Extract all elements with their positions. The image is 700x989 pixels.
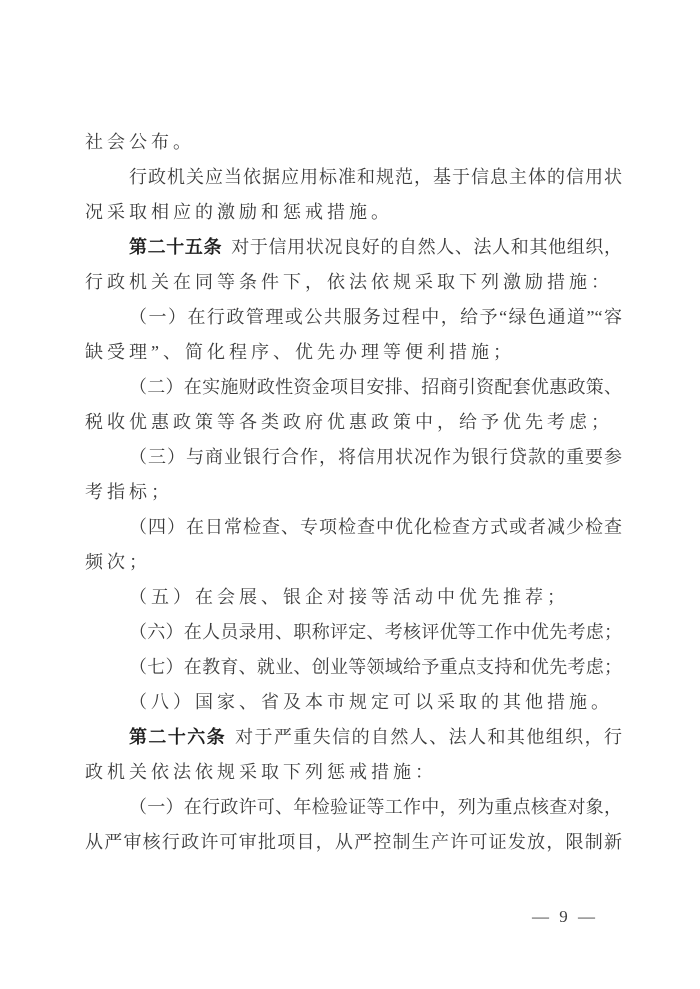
text-line: [85, 755, 622, 790]
text-line: [85, 265, 622, 300]
line-text: （一）在行政管理或公共服务过程中，给予“绿色通道”“容: [129, 307, 622, 327]
text-line: [85, 475, 622, 510]
line-text: 缺受理”、简化程序、优先办理等便利措施；: [85, 342, 515, 362]
line-text: （七）在教育、就业、创业等领域给予重点支持和优先考虑；: [129, 657, 622, 677]
line-text: （四）在日常检查、专项检查中优化检查方式或者减少检查: [129, 517, 622, 537]
text-line: [85, 195, 622, 230]
text-line: [85, 440, 622, 475]
line-text: （三）与商业银行合作，将信用状况作为银行贷款的重要参: [129, 447, 622, 467]
line-text: 行政机关应当依据应用标准和规范，基于信息主体的信用状: [129, 167, 622, 187]
line-text: （五）在会展、银企对接等活动中优先推荐；: [129, 587, 569, 607]
text-line: [85, 405, 622, 440]
text-line: [85, 545, 622, 580]
text-line: [85, 300, 622, 335]
text-line: [85, 825, 622, 860]
text-line: [85, 510, 622, 545]
line-text: 况采取相应的激励和惩戒措施。: [85, 202, 393, 222]
line-text: 政机关依法依规采取下列惩戒措施：: [85, 762, 437, 782]
text-line: [85, 230, 622, 265]
text-line: [85, 650, 622, 685]
line-text: 频次；: [85, 552, 151, 572]
text-line: [85, 580, 622, 615]
text-line: [85, 160, 622, 195]
document-text-body: [85, 125, 622, 860]
text-line: [85, 720, 622, 755]
line-text: 从严审核行政许可审批项目，从严控制生产许可证发放，限制新: [85, 832, 622, 852]
line-text: 行政机关在同等条件下，依法依规采取下列激励措施：: [85, 272, 613, 292]
page-number: — 9 —: [532, 907, 598, 926]
text-line: [85, 790, 622, 825]
line-text: 考指标；: [85, 482, 173, 502]
line-text: 对于信用状况良好的自然人、法人和其他组织，: [231, 237, 623, 257]
line-text: （六）在人员录用、职称评定、考核评优等工作中优先考虑；: [129, 622, 622, 642]
line-text: 税收优惠政策等各类政府优惠政策中，给予优先考虑；: [85, 412, 613, 432]
text-line: [85, 125, 622, 160]
article-number-label: 第二十六条: [129, 727, 227, 747]
line-text: 对于严重失信的自然人、法人和其他组织，行: [235, 727, 623, 747]
text-line: [85, 370, 622, 405]
text-line: [85, 335, 622, 370]
text-line: [85, 615, 622, 650]
line-text: （二）在实施财政性资金项目安排、招商引资配套优惠政策、: [129, 377, 622, 397]
line-text: （一）在行政许可、年检验证等工作中，列为重点核查对象，: [129, 797, 622, 817]
line-text: （八）国家、省及本市规定可以采取的其他措施。: [129, 692, 613, 712]
line-text: 社会公布。: [85, 132, 195, 152]
text-line: [85, 685, 622, 720]
article-number-label: 第二十五条: [129, 237, 223, 257]
